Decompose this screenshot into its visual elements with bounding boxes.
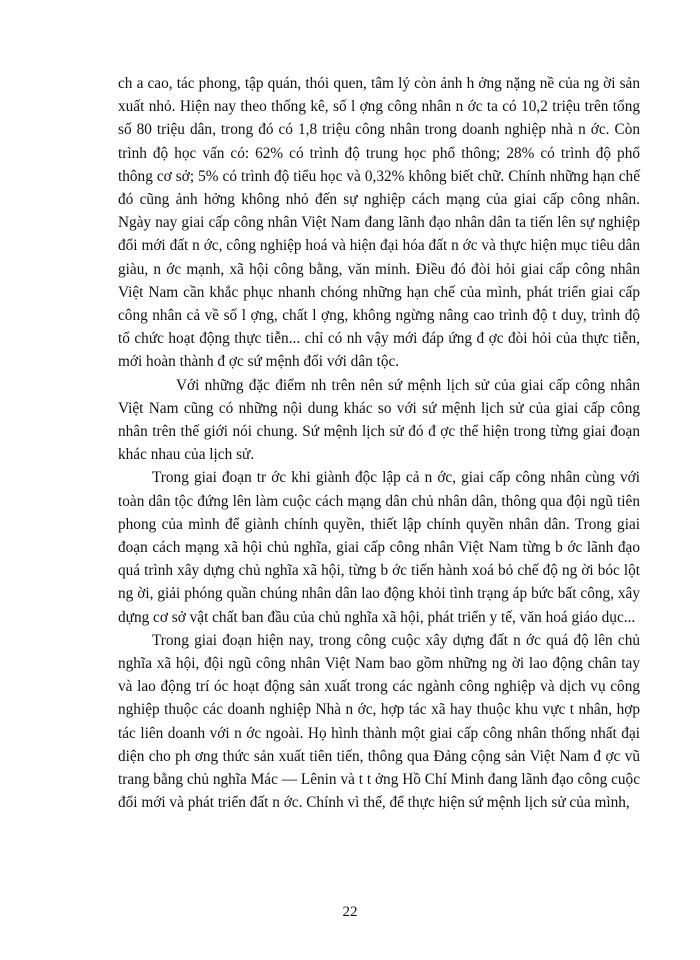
- paragraph-4: Trong giai đoạn hiện nay, trong công cuộc xây dựng đất n ớc quá độ lên chủ nghĩa xã hội, đội ngũ công nhân Việt Nam bao gồm những ng ời lao động chân tay và lao động trí óc hoạt động sản xuất trong các ngành công nghiệp và dịch vụ công nghiệp thuộc các doanh nghiệp Nhà n ớc, hợp tác xã hay thuộc khu vực t nhân, hợp tác liên doanh với n ớc ngoài. Họ hình thành một giai cấp công nhân thống nhất đại diện cho ph ơng thức sản xuất tiên tiến, thông qua Đảng cộng sản Việt Nam đ ợc vũ trang bằng chủ nghĩa Mác — Lênin và t t ởng Hồ Chí Minh đang lãnh đạo công cuộc đổi mới và phát triển đất n ớc. Chính vì thế, để thực hiện sứ mệnh lịch sử của mình,: [118, 631, 640, 812]
- paragraph-1: ch a cao, tác phong, tập quán, thói quen, tâm lý còn ảnh h ởng nặng nề của ng ời sản xuất nhỏ. Hiện nay theo thống kê, số l ợng công nhân n ớc ta có 10,2 triệu trên tổng số 80 triệu dân, trong đó có 1,8 triệu công nhân trong doanh nghiệp nhà n ớc. Còn trình độ học vấn có: 62% có trình độ trung học phổ thông; 28% có trình độ phổ thông cơ sở; 5% có trình độ tiểu học và 0,32% không biết chữ. Chính những hạn chế đó cũng ảnh hởng không nhỏ đến sự nghiệp cách mạng của giai cấp công nhân. Ngày nay giai cấp công nhân Việt Nam đang lãnh đạo nhân dân ta tiến lên sự nghiệp đổi mới đất n ớc, công nghiệp hoá và hiện đại hóa đất n ớc và thực hiện mục tiêu dân giàu, n ớc mạnh, xã hội công bằng, văn minh. Điều đó đòi hỏi giai cấp công nhân Việt Nam cần khắc phục nhanh chóng những hạn chế của mình, phát triển giai cấp công nhân cả về số l ợng, chất l ợng, không ngừng nâng cao trình độ t duy, trình độ tổ chức hoạt động thực tiễn... chỉ có nh vậy mới đáp ứng đ ợc đòi hỏi của thực tiễn, mới hoàn thành đ ợc sứ mệnh đối với dân tộc.: [118, 75, 640, 371]
- page-number: 22: [342, 904, 358, 920]
- paragraph-3: Trong giai đoạn tr ớc khi giành độc lập cả n ớc, giai cấp công nhân cùng với toàn dân tộc đứng lên làm cuộc cách mạng dân chủ nhân dân, thông qua đội ngũ tiên phong của mình để giành chính quyền, thiết lập chính quyền nhân dân. Trong giai đoạn cách mạng xã hội chủ nghĩa, giai cấp công nhân Việt Nam từng b ớc lãnh đạo quá trình xây dựng chủ nghĩa xã hội, từng b ớc tiến hành xoá bỏ chế độ ng ời bóc lột ng ời, giải phóng quần chúng nhân dân lao động khỏi tình trạng áp bức bất công, xây dựng cơ sở vật chất ban đầu của chủ nghĩa xã hội, phát triển y tế, văn hoá giáo dục...: [118, 469, 640, 626]
- paragraph-2: Với những đặc điểm nh trên nên sứ mệnh lịch sử của giai cấp công nhân Việt Nam cũng có những nội dung khác so với sứ mệnh lịch sử của giai cấp công nhân trên thế giới nói chung. Sứ mệnh lịch sử đó đ ợc thể hiện trong từng giai đoạn khác nhau của lịch sử.: [118, 376, 640, 464]
- document-body: [118, 72, 640, 815]
